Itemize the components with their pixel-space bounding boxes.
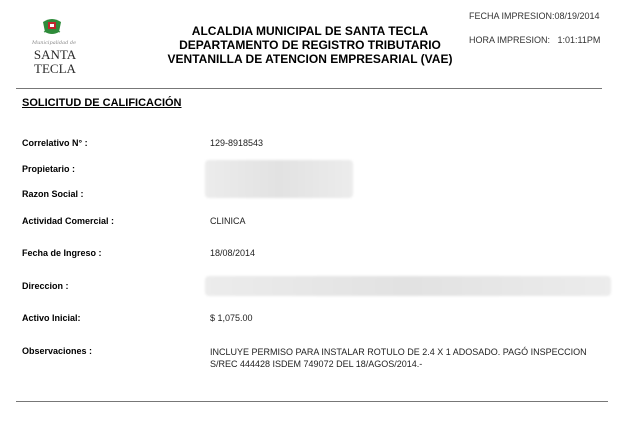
logo-subtitle: Municipalidad de [31,40,77,46]
logo-word-santa: SANTA [33,47,77,62]
razon-social-label: Razon Social : [22,189,84,199]
header-line-1: ALCALDIA MUNICIPAL DE SANTA TECLA [191,24,429,38]
correlativo-value: 129-8918543 [210,138,264,148]
fecha-ingreso-value: 18/08/2014 [210,248,256,258]
redacted-address-block [205,276,611,296]
fecha-ingreso-label: Fecha de Ingreso : [22,248,102,258]
municipal-logo [22,14,88,78]
document-header [120,24,500,66]
print-date-value: 08/19/2014 [554,11,600,21]
coat-of-arms-icon [41,18,63,36]
header-line-2: DEPARTAMENTO DE REGISTRO TRIBUTARIO [179,38,441,52]
actividad-value: CLINICA [210,216,246,226]
observaciones-line-2: S/REC 444428 ISDEM 749072 DEL 18/AGOS/2014.- [210,359,423,369]
print-time [469,34,600,58]
header-divider [16,88,602,89]
propietario-label: Propietario : [22,164,76,174]
observaciones-line-1: INCLUYE PERMISO PARA INSTALAR ROTULO DE 2.4 X 1 ADOSADO. PAGÓ INSPECCION [210,347,587,357]
activo-label: Activo Inicial: [22,313,81,323]
correlativo-label: Correlativo N° : [22,138,88,148]
section-title: SOLICITUD DE CALIFICACIÓN [22,97,182,109]
footer-divider [16,401,608,402]
print-time-value: 1:01:11PM [557,35,601,45]
header-line-3: VENTANILLA DE ATENCION EMPRESARIAL (VAE) [167,52,453,66]
redacted-owner-block [205,160,353,198]
print-time-label: HORA IMPRESION: [469,35,551,45]
logo-word-tecla: TECLA [34,61,76,76]
print-metadata [469,10,600,58]
print-date-label: FECHA IMPRESION: [469,11,555,21]
print-date [469,10,600,34]
observaciones-value [210,346,590,370]
actividad-label: Actividad Comercial : [22,216,115,226]
direccion-label: Direccion : [22,281,69,291]
observaciones-label: Observaciones : [22,346,93,356]
activo-value: $ 1,075.00 [210,313,253,323]
